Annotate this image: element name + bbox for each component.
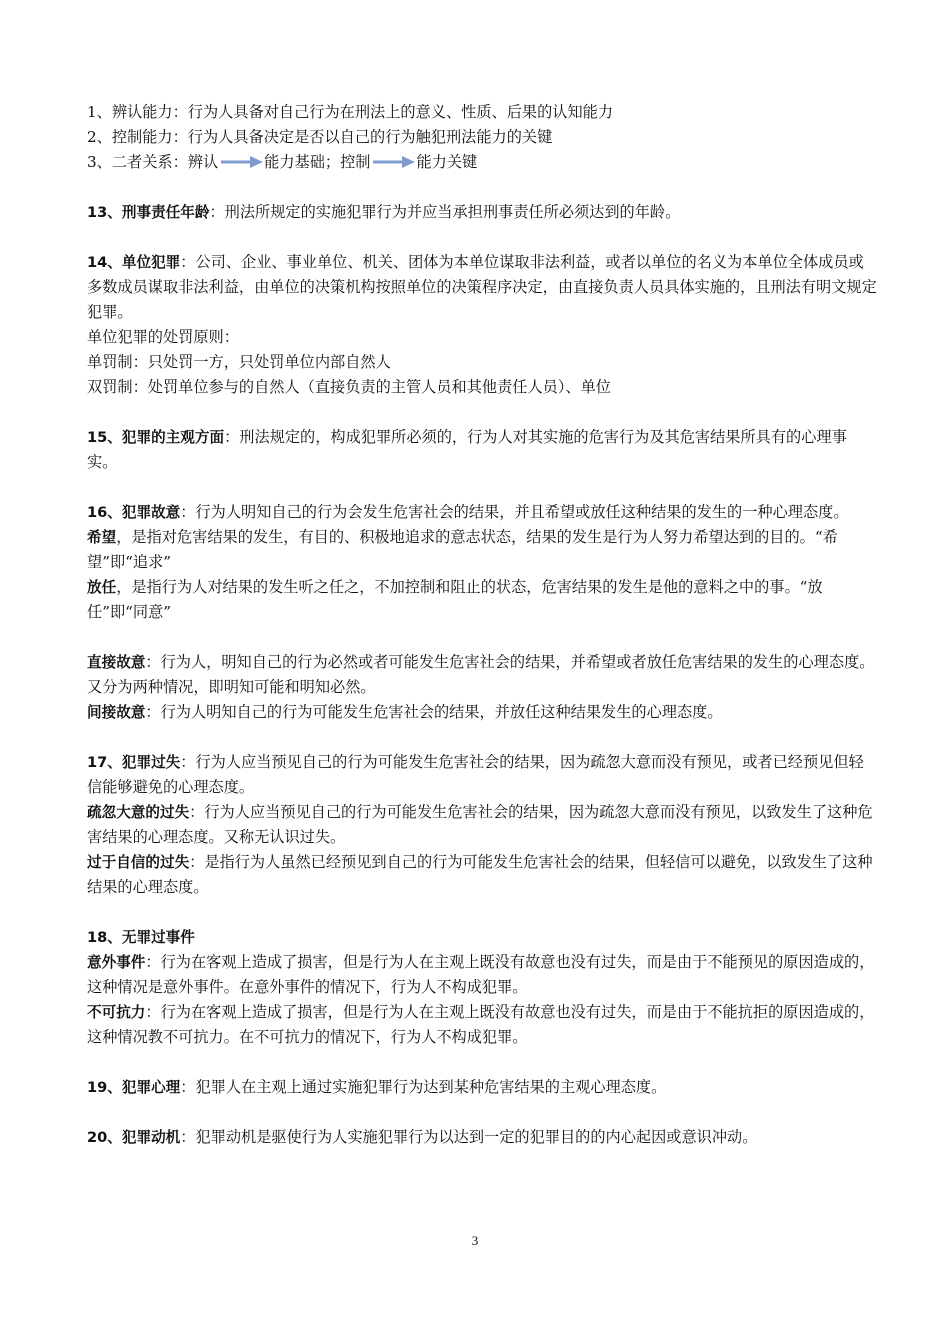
section-15-term: 15、犯罪的主观方面	[87, 429, 225, 446]
section-19	[87, 1075, 877, 1100]
ability-line-3-part-a: 3、二者关系：辨认	[87, 153, 219, 171]
direct-intent	[87, 650, 877, 700]
section-18-term: 18、无罪过事件	[87, 929, 195, 946]
section-17-term: 17、犯罪过失	[87, 754, 181, 771]
section-13-text: ：刑法所规定的实施犯罪行为并应当承担刑事责任所必须达到的年龄。	[209, 203, 681, 221]
direct-intent-text: ：行为人，明知自己的行为必然或者可能发生危害社会的结果，并希望或者放任危害结果的发生的心理态度。又分为两种情况，即明知可能和明知必然。	[87, 653, 875, 696]
force-majeure-term: 不可抗力	[87, 1004, 146, 1021]
negligence-text: ：行为人应当预见自己的行为可能发生危害社会的结果，因为疏忽大意而没有预见，以致发生了这种危害结果的心理态度。又称无认识过失。	[87, 803, 873, 846]
indirect-intent	[87, 700, 877, 725]
section-14	[87, 250, 877, 325]
ability-line-3-part-b: 能力基础；控制	[264, 153, 371, 171]
section-19-text: ：犯罪人在主观上通过实施犯罪行为达到某种危害结果的主观心理态度。	[180, 1078, 667, 1096]
overconfidence-term: 过于自信的过失	[87, 854, 190, 871]
indirect-intent-text: ：行为人明知自己的行为可能发生危害社会的结果，并放任这种结果发生的心理态度。	[145, 703, 723, 721]
section-20-text: ：犯罪动机是驱使行为人实施犯罪行为以达到一定的犯罪目的的内心起因或意识冲动。	[180, 1128, 758, 1146]
ability-line-2: 2、控制能力：行为人具备决定是否以自己的行为触犯刑法能力的关键	[87, 128, 553, 146]
accident	[87, 950, 877, 1000]
section-13-term: 13、刑事责任年龄	[87, 204, 210, 221]
section-15	[87, 425, 877, 475]
section-18-heading	[87, 925, 877, 950]
right-arrow-icon	[220, 155, 264, 169]
overconfidence-text: ：是指行为人虽然已经预见到自己的行为可能发生危害社会的结果，但轻信可以避免，以致发生了这种结果的心理态度。	[87, 853, 873, 896]
allow-text: ，是指行为人对结果的发生听之任之，不加控制和阻止的状态，危害结果的发生是他的意料之中的事。“放任”即“同意”	[87, 578, 823, 621]
negligence	[87, 800, 877, 850]
ability-line-3	[87, 150, 877, 175]
section-14-principle: 单位犯罪的处罚原则：	[87, 328, 239, 346]
right-arrow-icon	[372, 155, 416, 169]
section-14-text: ：公司、企业、事业单位、机关、团体为本单位谋取非法利益，或者以单位的名义为本单位全体成员或多数成员谋取非法利益，由单位的决策机构按照单位的决策程序决定，由直接负责人员具体实施的，且刑法有明文规定犯罪。	[87, 253, 877, 321]
section-14-single: 单罚制：只处罚一方，只处罚单位内部自然人	[87, 353, 391, 371]
direct-intent-term: 直接故意	[87, 654, 146, 671]
hope-term: 希望	[87, 529, 117, 546]
section-14-double: 双罚制：处罚单位参与的自然人（直接负责的主管人员和其他责任人员）、单位	[87, 378, 611, 396]
section-20-term: 20、犯罪动机	[87, 1129, 181, 1146]
force-majeure	[87, 1000, 877, 1050]
section-19-term: 19、犯罪心理	[87, 1079, 181, 1096]
force-majeure-text: ：行为在客观上造成了损害，但是行为人在主观上既没有故意也没有过失，而是由于不能抗拒的原因造成的，这种情况教不可抗力。在不可抗力的情况下，行为人不构成犯罪。	[87, 1003, 875, 1046]
ability-line-3-part-c: 能力关键	[416, 153, 478, 171]
section-20	[87, 1125, 877, 1150]
section-17	[87, 750, 877, 800]
section-14-term: 14、单位犯罪	[87, 254, 181, 271]
section-17-text: ：行为人应当预见自己的行为可能发生危害社会的结果，因为疏忽大意而没有预见，或者已经预见但轻信能够避免的心理态度。	[87, 753, 864, 796]
negligence-term: 疏忽大意的过失	[87, 804, 190, 821]
section-16	[87, 500, 877, 525]
section-16-allow	[87, 575, 877, 625]
page-number: 3	[471, 1233, 479, 1248]
accident-term: 意外事件	[87, 954, 146, 971]
section-16-text: ：行为人明知自己的行为会发生危害社会的结果，并且希望或放任这种结果的发生的一种心理态度。	[180, 503, 849, 521]
overconfidence	[87, 850, 877, 900]
document-body	[87, 100, 877, 1150]
section-15-text: ：刑法规定的，构成犯罪所必须的，行为人对其实施的危害行为及其危害结果所具有的心理事实。	[87, 428, 847, 471]
section-13	[87, 200, 877, 225]
indirect-intent-term: 间接故意	[87, 704, 146, 721]
section-16-term: 16、犯罪故意	[87, 504, 181, 521]
accident-text: ：行为在客观上造成了损害，但是行为人在主观上既没有故意也没有过失，而是由于不能预见的原因造成的，这种情况是意外事件。在意外事件的情况下，行为人不构成犯罪。	[87, 953, 875, 996]
allow-term: 放任	[87, 579, 117, 596]
section-16-hope	[87, 525, 877, 575]
ability-line-1: 1、辨认能力：行为人具备对自己行为在刑法上的意义、性质、后果的认知能力	[87, 103, 614, 121]
hope-text: ，是指对危害结果的发生，有目的、积极地追求的意志状态，结果的发生是行为人努力希望达到的目的。“希望”即“追求”	[87, 528, 838, 571]
